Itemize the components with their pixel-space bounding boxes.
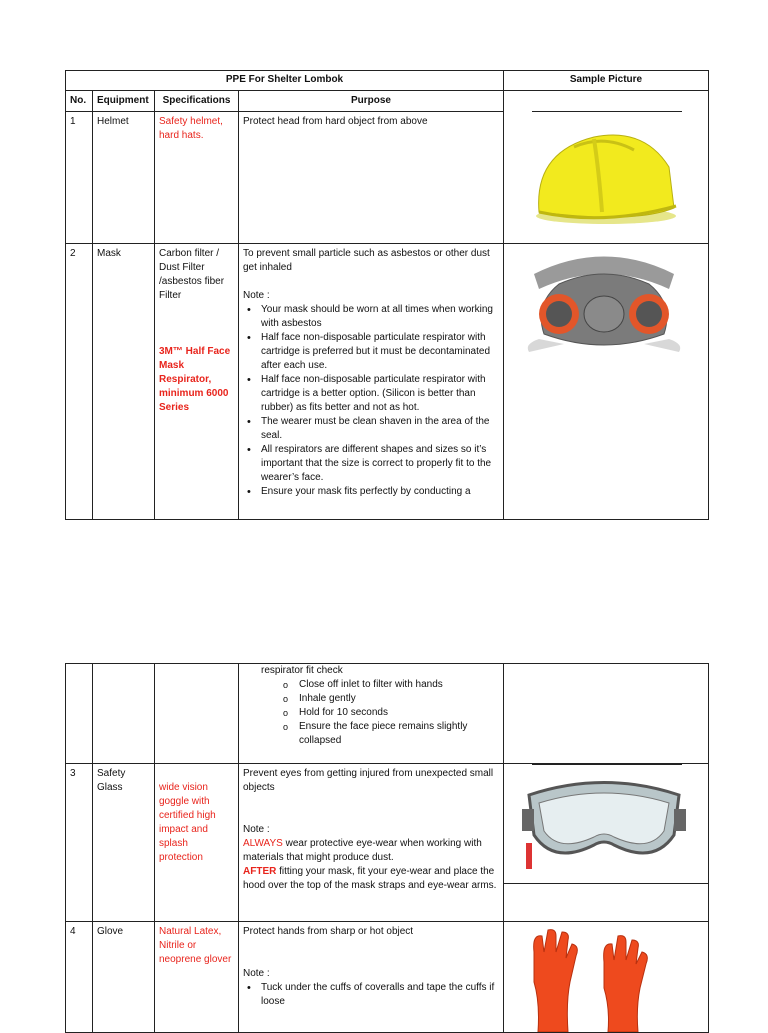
- equipment-name: Mask: [93, 244, 155, 520]
- note-emphasis: ALWAYS: [243, 838, 283, 849]
- purpose-cell: [239, 244, 504, 520]
- list-item: o Close off inlet to filter with hands: [299, 678, 499, 692]
- note-emphasis: AFTER: [243, 866, 277, 877]
- purpose-text: Protect hands from sharp or hot object: [243, 926, 414, 937]
- gloves-icon: [504, 922, 704, 1032]
- empty-cell: [66, 664, 93, 764]
- table-title: PPE For Shelter Lombok: [66, 71, 504, 91]
- col-purpose-header: Purpose: [239, 91, 504, 112]
- table-row: [66, 764, 709, 922]
- table-row: [66, 112, 709, 244]
- helmet-icon: [504, 112, 704, 232]
- note-list: [243, 303, 499, 499]
- row-number: 1: [66, 112, 93, 244]
- specification-cell: [155, 244, 239, 520]
- equipment-name: Glove: [93, 922, 155, 1033]
- purpose-text: To prevent small particle such as asbestos or other dust get inhaled: [243, 248, 490, 273]
- specification-text: Carbon filter / Dust Filter /asbestos fiber Filter: [159, 248, 225, 301]
- fit-check-list: [243, 678, 499, 748]
- respirator-mask-icon: [504, 244, 704, 354]
- table-row: [66, 664, 709, 764]
- empty-cell: [155, 664, 239, 764]
- specification-red: wide vision goggle with certified high impact and splash protection: [155, 764, 239, 922]
- sample-picture-header: Sample Picture: [504, 71, 709, 91]
- note-always: [243, 837, 499, 865]
- equipment-name: Helmet: [93, 112, 155, 244]
- specification-red: 3M™ Half Face Mask Respirator, minimum 6000 Series: [159, 346, 231, 413]
- specification-red: Natural Latex, Nitrile or neoprene glover: [155, 922, 239, 1033]
- row-number: 4: [66, 922, 93, 1033]
- row-number: 2: [66, 244, 93, 520]
- note-list: [243, 981, 499, 1009]
- list-item: • Tuck under the cuffs of coveralls and tape the cuffs if loose: [261, 981, 499, 1009]
- safety-goggle-icon: [504, 765, 704, 875]
- continued-text: respirator fit check: [261, 665, 343, 676]
- purpose-text: Protect head from hard object from above: [239, 112, 504, 244]
- note-label: Note :: [243, 824, 270, 835]
- purpose-cell: [239, 764, 504, 922]
- note-text: wear protective eye-wear when working with materials that might produce dust.: [243, 838, 482, 863]
- purpose-continued-cell: [239, 664, 504, 764]
- list-item: • Half face non-disposable particulate respirator with cartridge is preferred but it must be decontaminated after each use.: [261, 331, 499, 373]
- table-row: [66, 244, 709, 520]
- sample-picture-cell: [504, 244, 709, 520]
- note-after: [243, 865, 499, 893]
- sample-picture-cell: [504, 112, 709, 244]
- table-row: [66, 922, 709, 1033]
- list-item: • The wearer must be clean shaven in the area of the seal.: [261, 415, 499, 443]
- purpose-text: Prevent eyes from getting injured from unexpected small objects: [243, 768, 494, 793]
- note-label: Note :: [243, 290, 270, 301]
- col-specifications-header: Specifications: [155, 91, 239, 112]
- sample-picture-cell: [504, 764, 709, 922]
- ppe-table-page1: [65, 70, 709, 520]
- list-item: • All respirators are different shapes and sizes so it’s important that the size is correct to properly fit to the wearer’s face.: [261, 443, 499, 485]
- col-equipment-header: Equipment: [93, 91, 155, 112]
- picture-header-spacer: [504, 91, 709, 112]
- equipment-name: Safety Glass: [93, 764, 155, 922]
- col-no-header: No.: [66, 91, 93, 112]
- row-number: 3: [66, 764, 93, 922]
- list-item: o Ensure the face piece remains slightly collapsed: [299, 720, 499, 748]
- specification-red: Safety helmet, hard hats.: [155, 112, 239, 244]
- list-item: o Hold for 10 seconds: [299, 706, 499, 720]
- empty-cell: [504, 664, 709, 764]
- sample-picture-cell: [504, 922, 709, 1033]
- list-item: • Ensure your mask fits perfectly by conducting a: [261, 485, 499, 499]
- list-item: • Your mask should be worn at all times when working with asbestos: [261, 303, 499, 331]
- note-label: Note :: [243, 968, 270, 979]
- list-item: o Inhale gently: [299, 692, 499, 706]
- purpose-cell: [239, 922, 504, 1033]
- note-text: fitting your mask, fit your eye-wear and place the hood over the top of the mask straps and eye-wear arms.: [243, 866, 497, 891]
- empty-cell: [93, 664, 155, 764]
- list-item: • Half face non-disposable particulate respirator with cartridge is a better option. (Silicon is better than rubber) as fits better and not as hot.: [261, 373, 499, 415]
- ppe-table-page2: [65, 663, 709, 1033]
